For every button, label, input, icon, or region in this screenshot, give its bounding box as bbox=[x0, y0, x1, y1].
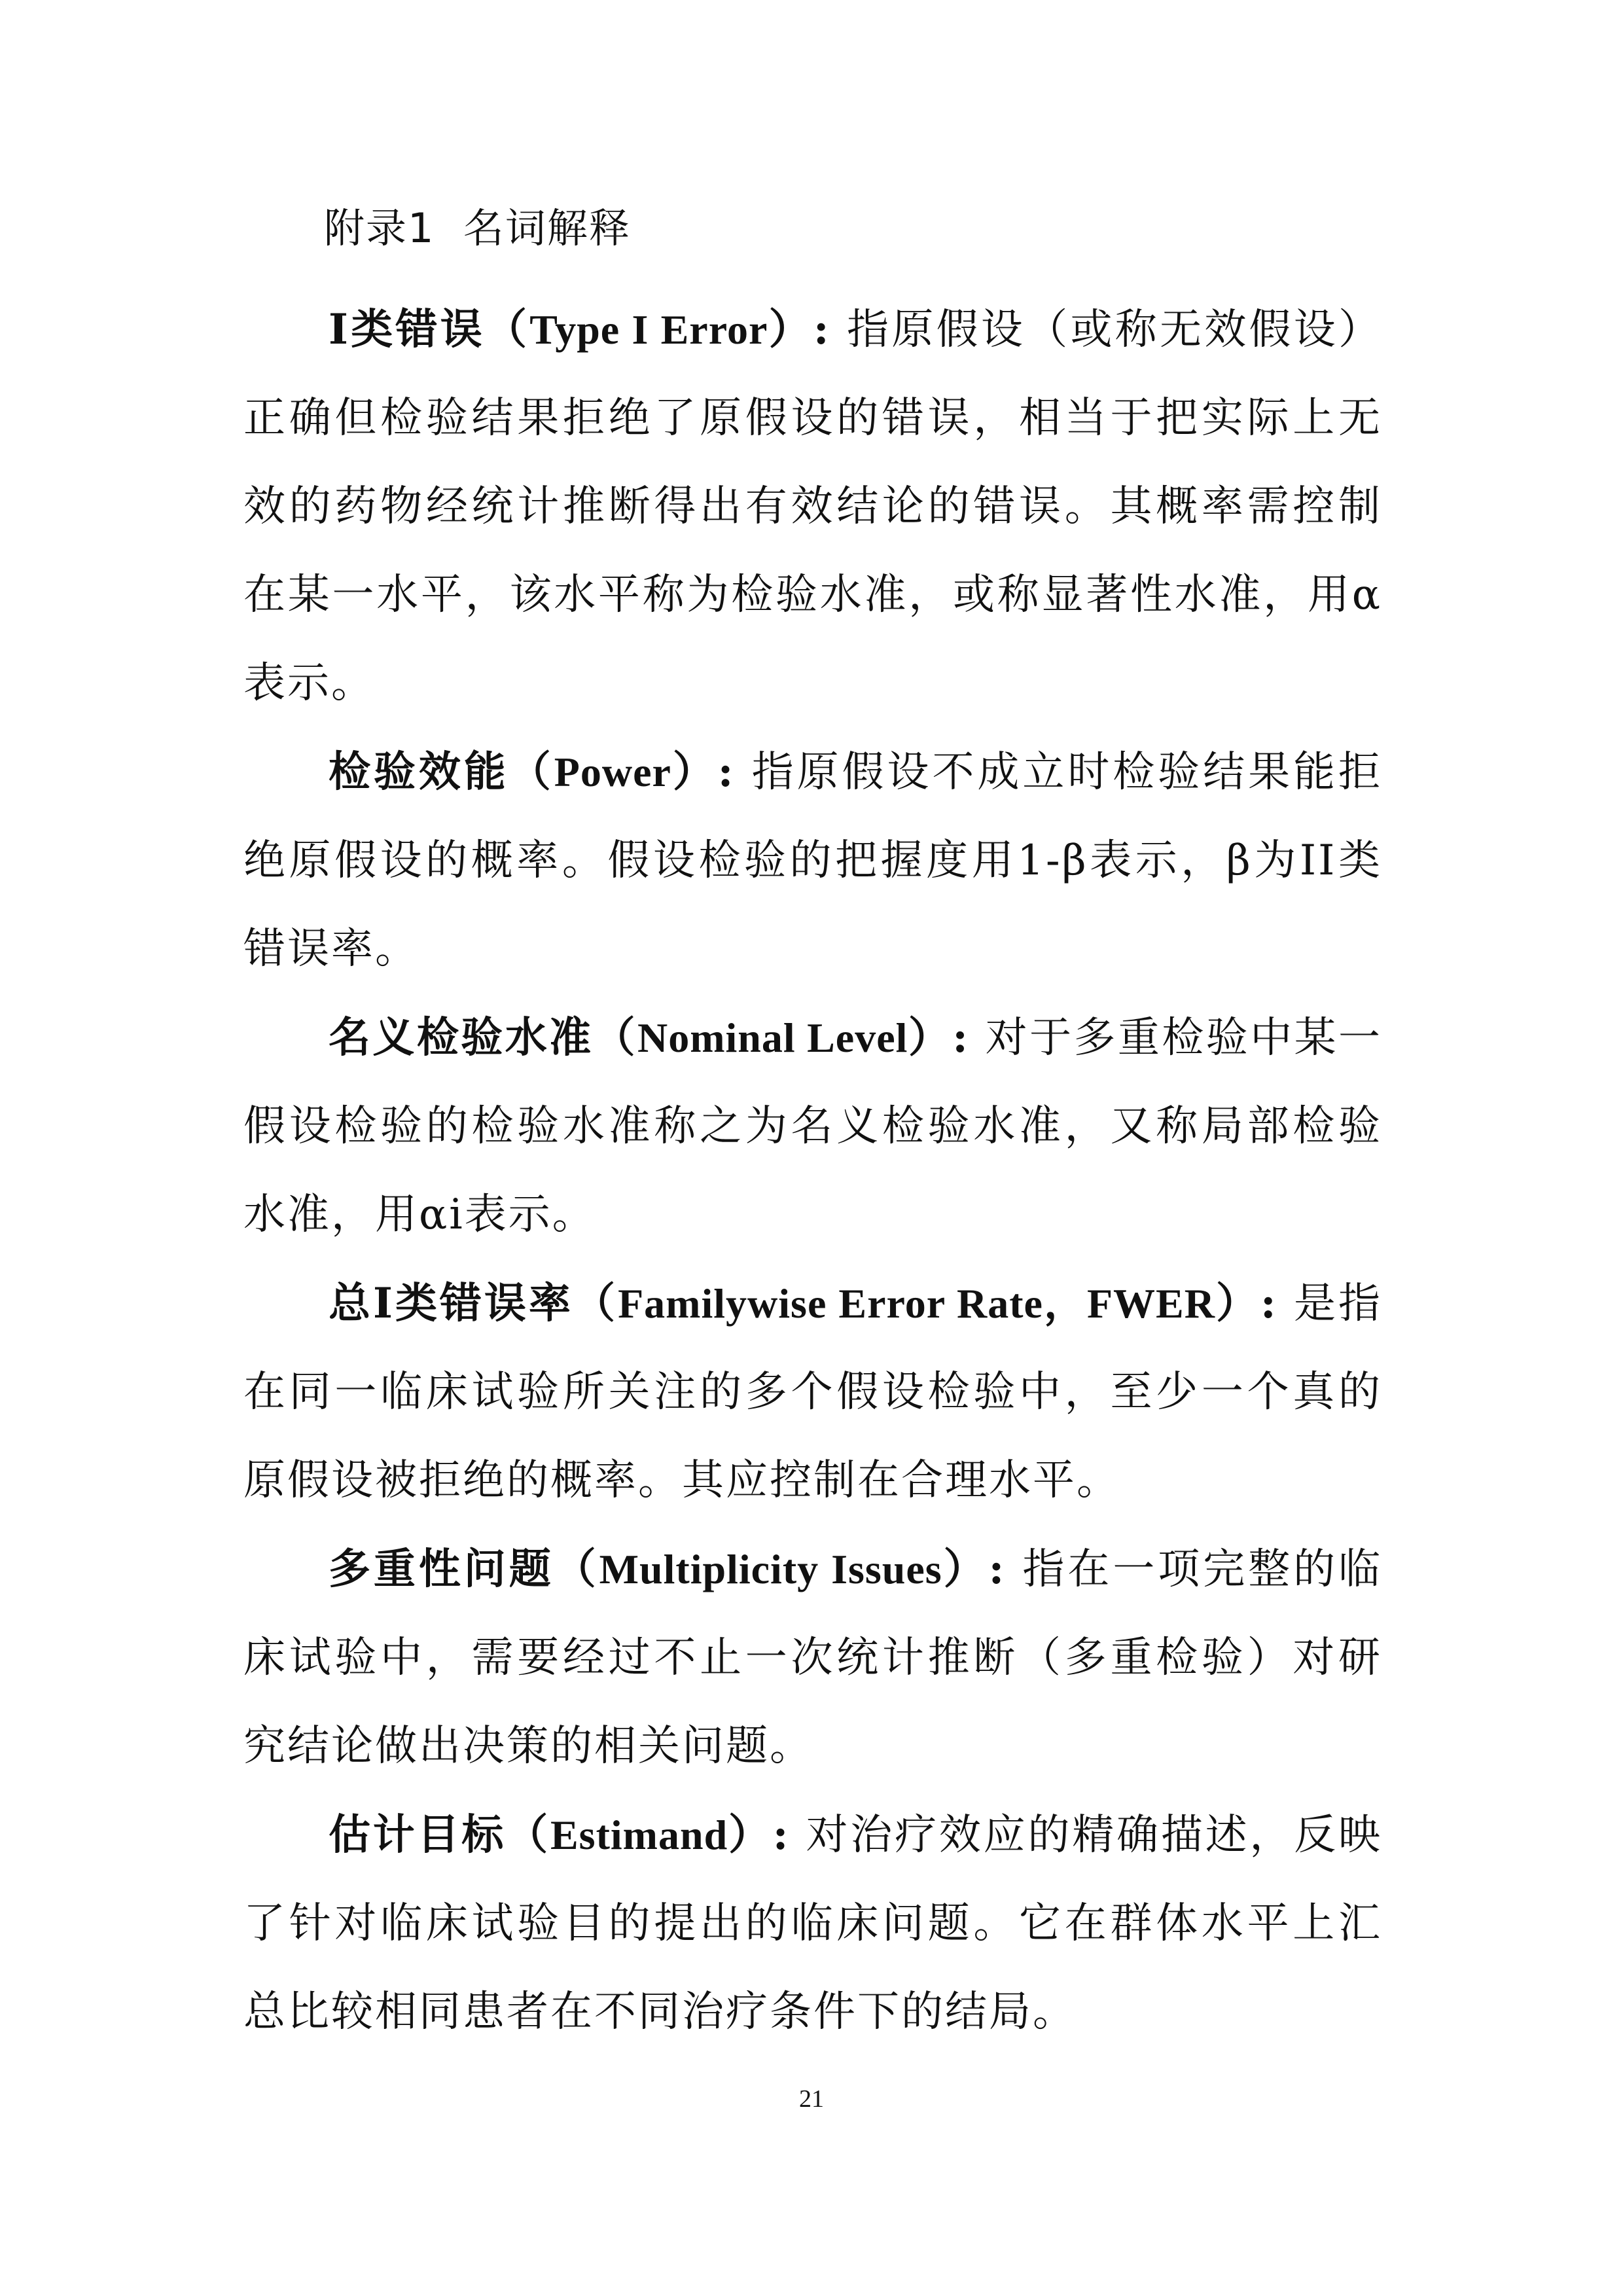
glossary-entry-fwer bbox=[243, 1259, 1382, 1525]
term-cn: 估计目标（ bbox=[329, 1810, 550, 1859]
term-cn: I类错误（ bbox=[329, 305, 530, 354]
term-close: ）: bbox=[942, 1545, 1007, 1594]
term-close: ）: bbox=[768, 305, 831, 354]
term-definition: 指原假设不成立时检验结果能拒绝原假设的概率。假设检验的把握度用1-β表示，β为II类错误率。 bbox=[243, 748, 1383, 973]
term-label bbox=[329, 747, 735, 797]
term-close: ）: bbox=[728, 1810, 791, 1859]
glossary-entry-estimand bbox=[243, 1791, 1382, 2056]
glossary-entry-power bbox=[243, 728, 1382, 994]
term-definition: 对治疗效应的精确描述，反映了针对临床试验目的提出的临床问题。它在群体水平上汇总比较相同患者在不同治疗条件下的结局。 bbox=[243, 1811, 1383, 2036]
term-close: ）: bbox=[1215, 1279, 1278, 1328]
term-definition: 是指在同一临床试验所关注的多个假设检验中，至少一个真的原假设被拒绝的概率。其应控制在合理水平。 bbox=[243, 1280, 1383, 1505]
term-close: ）: bbox=[908, 1013, 970, 1062]
term-en: Nominal Level bbox=[637, 1014, 908, 1061]
term-label bbox=[329, 1810, 790, 1859]
term-en: Type I Error bbox=[529, 306, 768, 353]
term-label bbox=[329, 1545, 1006, 1594]
term-cn: 名义检验水准（ bbox=[329, 1013, 637, 1062]
term-en: Power bbox=[554, 749, 671, 795]
term-label bbox=[329, 1013, 970, 1062]
term-definition: 指在一项完整的临床试验中，需要经过不止一次统计推断（多重检验）对研究结论做出决策的相关问题。 bbox=[243, 1545, 1383, 1770]
term-cn: 总I类错误率（ bbox=[329, 1279, 618, 1328]
term-cn: 检验效能（ bbox=[329, 747, 554, 797]
glossary-entry-multiplicity-issues bbox=[243, 1525, 1382, 1791]
term-label bbox=[329, 1279, 1278, 1328]
term-definition: 对于多重检验中某一假设检验的检验水准称之为名义检验水准，又称局部检验水准，用αi表示。 bbox=[243, 1014, 1383, 1239]
term-en: Multiplicity Issues bbox=[599, 1546, 942, 1592]
term-en: Familywise Error Rate，FWER bbox=[618, 1280, 1215, 1327]
term-definition: 指原假设（或称无效假设）正确但检验结果拒绝了原假设的错误，相当于把实际上无效的药物经统计推断得出有效结论的错误。其概率需控制在某一水平，该水平称为检验水准，或称显著性水准，用α表示。 bbox=[243, 306, 1383, 708]
appendix-heading: 附录1 名词解释 bbox=[324, 204, 631, 252]
page-number: 21 bbox=[799, 2085, 824, 2113]
glossary-entry-type-i-error bbox=[243, 285, 1382, 728]
term-close: ）: bbox=[671, 747, 736, 797]
term-cn: 多重性问题（ bbox=[329, 1545, 599, 1594]
glossary-entry-nominal-level bbox=[243, 994, 1382, 1259]
term-en: Estimand bbox=[550, 1812, 728, 1858]
glossary-body bbox=[243, 285, 1382, 2056]
term-label bbox=[329, 305, 831, 354]
